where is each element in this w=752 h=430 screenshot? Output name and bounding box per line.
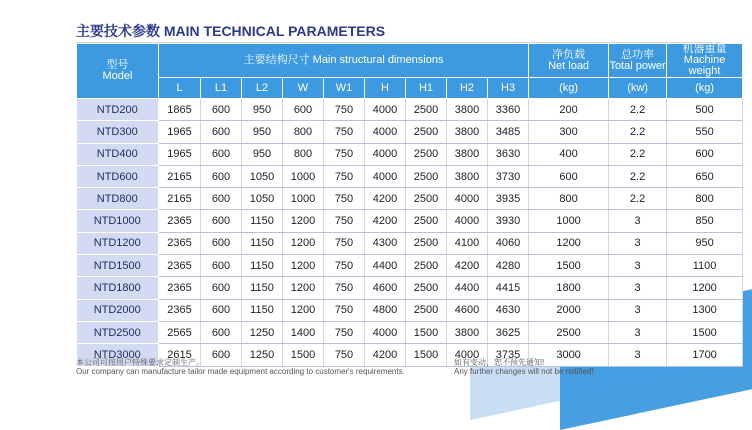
table-row (77, 299, 743, 321)
col-header-h3: H3 (488, 78, 529, 99)
col-header-w: W (283, 78, 324, 99)
value-cell: 4000 (447, 210, 488, 232)
footer-right-cn: 如有变动，恕不预先通知! (454, 358, 545, 367)
value-cell: 2.2 (609, 143, 667, 165)
value-cell: 2165 (159, 165, 201, 187)
value-cell: 2565 (159, 321, 201, 343)
value-cell: 1000 (283, 188, 324, 210)
model-cell: NTD2500 (77, 321, 159, 343)
value-cell: 2500 (406, 299, 447, 321)
value-cell: 3485 (488, 121, 529, 143)
value-cell: 2.2 (609, 165, 667, 187)
table-row (77, 121, 743, 143)
value-cell: 3935 (488, 188, 529, 210)
value-cell: 1500 (283, 344, 324, 366)
value-cell: 950 (242, 99, 283, 121)
value-cell: 3800 (447, 165, 488, 187)
value-cell: 2365 (159, 277, 201, 299)
value-cell: 4200 (447, 255, 488, 277)
value-cell: 950 (242, 121, 283, 143)
table-row (77, 255, 743, 277)
col-header-l1: L1 (201, 78, 242, 99)
footer-right-en: Any further changes will not be notified! (454, 367, 594, 376)
value-cell: 300 (529, 121, 609, 143)
value-cell: 4400 (365, 255, 406, 277)
value-cell: 1150 (242, 210, 283, 232)
value-cell: 2365 (159, 299, 201, 321)
value-cell: 950 (667, 232, 743, 254)
total-power-header (609, 44, 667, 78)
value-cell: 600 (201, 121, 242, 143)
value-cell: 750 (324, 188, 365, 210)
value-cell: 750 (324, 165, 365, 187)
value-cell: 1500 (529, 255, 609, 277)
value-cell: 2500 (406, 121, 447, 143)
value-cell: 4200 (365, 188, 406, 210)
col-header-l2: L2 (242, 78, 283, 99)
value-cell: 750 (324, 321, 365, 343)
col-header-h: H (365, 78, 406, 99)
value-cell: 1965 (159, 121, 201, 143)
value-cell: 1200 (283, 210, 324, 232)
value-cell: 3 (609, 210, 667, 232)
value-cell: 3 (609, 299, 667, 321)
net-load-cn: 净负载 (552, 48, 586, 61)
value-cell: 1250 (242, 321, 283, 343)
value-cell: 2500 (406, 277, 447, 299)
value-cell: 600 (201, 299, 242, 321)
value-cell: 3 (609, 277, 667, 299)
model-cell: NTD2000 (77, 299, 159, 321)
value-cell: 3800 (447, 143, 488, 165)
parameters-table (76, 43, 743, 367)
value-cell: 4630 (488, 299, 529, 321)
value-cell: 3735 (488, 344, 529, 366)
value-cell: 1965 (159, 143, 201, 165)
value-cell: 4800 (365, 299, 406, 321)
net-load-header (529, 44, 609, 78)
value-cell: 3 (609, 321, 667, 343)
table-row (77, 321, 743, 343)
value-cell: 3 (609, 255, 667, 277)
value-cell: 4000 (365, 121, 406, 143)
value-cell: 3930 (488, 210, 529, 232)
value-cell: 1150 (242, 277, 283, 299)
value-cell: 2365 (159, 255, 201, 277)
value-cell: 600 (201, 143, 242, 165)
value-cell: 1500 (667, 321, 743, 343)
value-cell: 1100 (667, 255, 743, 277)
value-cell: 4200 (365, 210, 406, 232)
value-cell: 2.2 (609, 99, 667, 121)
col-header-h1: H1 (406, 78, 447, 99)
value-cell: 750 (324, 210, 365, 232)
value-cell: 1300 (667, 299, 743, 321)
value-cell: 600 (201, 277, 242, 299)
model-header (77, 44, 159, 99)
value-cell: 4000 (365, 165, 406, 187)
value-cell: 600 (283, 99, 324, 121)
value-cell: 4600 (365, 277, 406, 299)
value-cell: 2500 (406, 255, 447, 277)
value-cell: 400 (529, 143, 609, 165)
value-cell: 1050 (242, 165, 283, 187)
footer-note-left (76, 358, 405, 376)
value-cell: 750 (324, 232, 365, 254)
value-cell: 200 (529, 99, 609, 121)
value-cell: 1200 (667, 277, 743, 299)
value-cell: 4415 (488, 277, 529, 299)
value-cell: 4000 (365, 321, 406, 343)
value-cell: 600 (201, 344, 242, 366)
total-power-cn: 总功率 (621, 48, 655, 61)
net-load-en: Net load (548, 59, 590, 72)
value-cell: 750 (324, 344, 365, 366)
model-cell: NTD600 (77, 165, 159, 187)
value-cell: 2500 (406, 210, 447, 232)
value-cell: 1000 (529, 210, 609, 232)
machine-weight-header (667, 44, 743, 78)
model-header-cn: 型号 (106, 59, 129, 71)
value-cell: 1200 (529, 232, 609, 254)
value-cell: 4300 (365, 232, 406, 254)
value-cell: 4100 (447, 232, 488, 254)
value-cell: 1150 (242, 232, 283, 254)
value-cell: 3630 (488, 143, 529, 165)
value-cell: 4000 (447, 188, 488, 210)
value-cell: 3360 (488, 99, 529, 121)
value-cell: 800 (283, 143, 324, 165)
value-cell: 650 (667, 165, 743, 187)
value-cell: 4200 (365, 344, 406, 366)
model-cell: NTD800 (77, 188, 159, 210)
value-cell: 600 (201, 321, 242, 343)
model-cell: NTD1500 (77, 255, 159, 277)
value-cell: 750 (324, 255, 365, 277)
value-cell: 3 (609, 232, 667, 254)
table-row (77, 188, 743, 210)
value-cell: 1500 (406, 344, 447, 366)
value-cell: 600 (201, 210, 242, 232)
value-cell: 2365 (159, 210, 201, 232)
value-cell: 750 (324, 277, 365, 299)
value-cell: 2615 (159, 344, 201, 366)
value-cell: 2165 (159, 188, 201, 210)
value-cell: 2500 (529, 321, 609, 343)
value-cell: 1700 (667, 344, 743, 366)
value-cell: 1500 (406, 321, 447, 343)
value-cell: 600 (201, 232, 242, 254)
value-cell: 1150 (242, 299, 283, 321)
machine-weight-unit: (kg) (667, 78, 743, 99)
value-cell: 2365 (159, 232, 201, 254)
model-cell: NTD200 (77, 99, 159, 121)
dimensions-header: 主要结构尺寸 Main structural dimensions (159, 44, 529, 78)
value-cell: 950 (242, 143, 283, 165)
value-cell: 3800 (447, 321, 488, 343)
value-cell: 1000 (283, 165, 324, 187)
net-load-unit: (kg) (529, 78, 609, 99)
table-row (77, 277, 743, 299)
value-cell: 1200 (283, 255, 324, 277)
machine-weight-en: Machine weight (683, 54, 726, 77)
col-header-l: L (159, 78, 201, 99)
table-row (77, 99, 743, 121)
value-cell: 1865 (159, 99, 201, 121)
value-cell: 4000 (365, 99, 406, 121)
value-cell: 3625 (488, 321, 529, 343)
value-cell: 850 (667, 210, 743, 232)
page-title: 主要技术参数 MAIN TECHNICAL PARAMETERS (76, 23, 386, 39)
value-cell: 600 (201, 255, 242, 277)
value-cell: 4280 (488, 255, 529, 277)
model-header-en: Model (102, 70, 133, 82)
value-cell: 4000 (447, 344, 488, 366)
value-cell: 3800 (447, 99, 488, 121)
table-row (77, 232, 743, 254)
footer-left-en: Our company can manufacture tailor made equipment according to customer's requirements. (76, 367, 405, 376)
value-cell: 2500 (406, 188, 447, 210)
value-cell: 600 (201, 165, 242, 187)
value-cell: 600 (667, 143, 743, 165)
value-cell: 1200 (283, 299, 324, 321)
value-cell: 2.2 (609, 188, 667, 210)
value-cell: 4060 (488, 232, 529, 254)
value-cell: 1050 (242, 188, 283, 210)
model-cell: NTD1000 (77, 210, 159, 232)
value-cell: 4000 (365, 143, 406, 165)
value-cell: 2500 (406, 143, 447, 165)
footer-note-right (454, 358, 594, 376)
value-cell: 1150 (242, 255, 283, 277)
table-body (77, 99, 743, 367)
table-row (77, 210, 743, 232)
value-cell: 750 (324, 99, 365, 121)
col-header-w1: W1 (324, 78, 365, 99)
value-cell: 600 (201, 99, 242, 121)
total-power-unit: (kw) (609, 78, 667, 99)
value-cell: 2.2 (609, 121, 667, 143)
total-power-en: Total power (609, 59, 666, 72)
value-cell: 2500 (406, 232, 447, 254)
col-header-h2: H2 (447, 78, 488, 99)
model-cell: NTD3000 (77, 344, 159, 366)
footer-left-cn: 本公司可按用户特殊要求定制生产。 (76, 358, 204, 367)
value-cell: 550 (667, 121, 743, 143)
value-cell: 3730 (488, 165, 529, 187)
table-row (77, 143, 743, 165)
value-cell: 2500 (406, 165, 447, 187)
value-cell: 3 (609, 344, 667, 366)
value-cell: 3000 (529, 344, 609, 366)
value-cell: 1200 (283, 232, 324, 254)
table-row (77, 165, 743, 187)
value-cell: 4400 (447, 277, 488, 299)
model-cell: NTD1200 (77, 232, 159, 254)
value-cell: 1800 (529, 277, 609, 299)
value-cell: 1200 (283, 277, 324, 299)
value-cell: 750 (324, 121, 365, 143)
value-cell: 600 (201, 188, 242, 210)
machine-weight-cn: 机器重量 (682, 43, 727, 55)
value-cell: 500 (667, 99, 743, 121)
model-cell: NTD300 (77, 121, 159, 143)
value-cell: 600 (529, 165, 609, 187)
value-cell: 2500 (406, 99, 447, 121)
value-cell: 750 (324, 143, 365, 165)
value-cell: 1400 (283, 321, 324, 343)
model-cell: NTD400 (77, 143, 159, 165)
value-cell: 2000 (529, 299, 609, 321)
value-cell: 1250 (242, 344, 283, 366)
value-cell: 3800 (447, 121, 488, 143)
value-cell: 800 (283, 121, 324, 143)
value-cell: 800 (529, 188, 609, 210)
value-cell: 750 (324, 299, 365, 321)
value-cell: 800 (667, 188, 743, 210)
model-cell: NTD1800 (77, 277, 159, 299)
value-cell: 4600 (447, 299, 488, 321)
